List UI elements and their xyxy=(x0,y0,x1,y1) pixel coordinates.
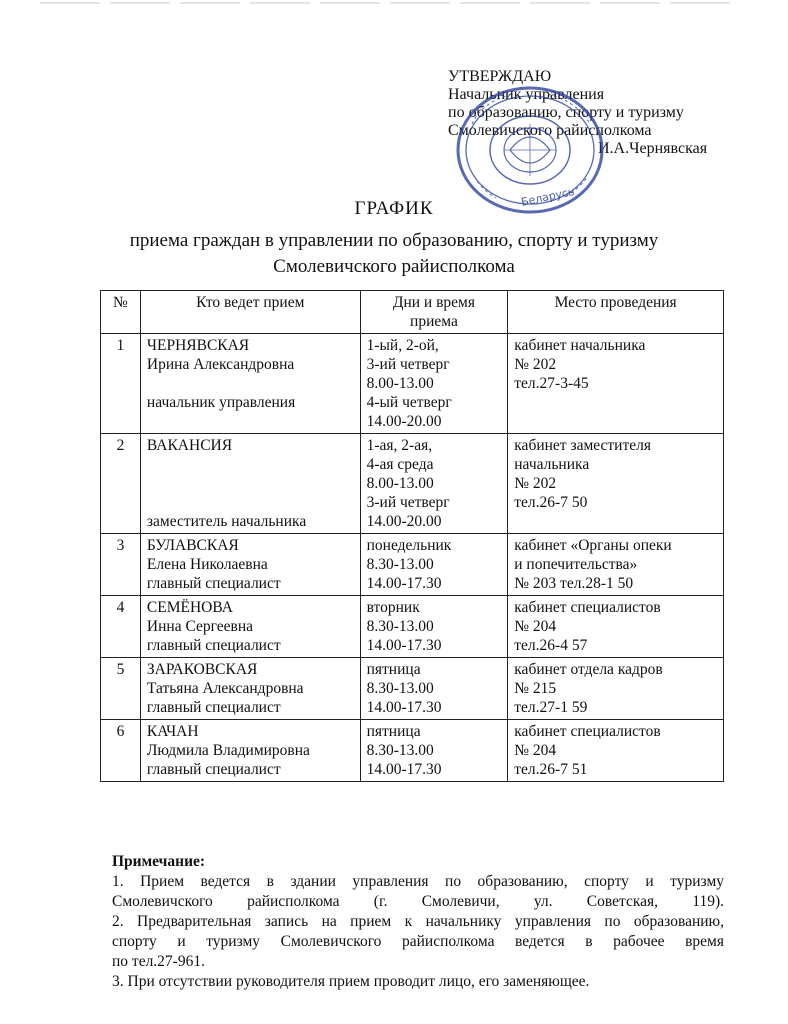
person-position: главный специалист xyxy=(146,761,281,778)
place-line: № 204 xyxy=(514,742,557,759)
note-1-line2: Смолевичского райисполкома (г. Смолевичи, ул. Советская, 119). xyxy=(112,893,724,910)
row-when xyxy=(360,434,508,534)
row-where xyxy=(508,434,724,534)
header-who: Кто ведет прием xyxy=(140,291,360,334)
schedule-line: 8.30-13.00 xyxy=(366,742,434,759)
approval-position-line2: по образованию, спорту и туризму xyxy=(448,104,684,121)
row-when xyxy=(360,534,508,596)
reception-schedule-table xyxy=(100,290,724,782)
schedule-line: 8.00-13.00 xyxy=(366,375,434,392)
place-line: № 215 xyxy=(514,680,557,697)
schedule-line: понедельник xyxy=(366,537,452,554)
header-number: № xyxy=(101,291,141,334)
document-subtitle-line2: Смолевичского райисполкома xyxy=(273,256,515,277)
place-line: кабинет «Органы опеки xyxy=(514,537,672,554)
schedule-line: 8.30-13.00 xyxy=(366,680,434,697)
schedule-line: 8.30-13.00 xyxy=(366,556,434,573)
row-number: 1 xyxy=(101,334,141,434)
schedule-line: 4-ый четверг xyxy=(366,394,452,411)
person-surname: ЗАРАКОВСКАЯ xyxy=(146,661,258,678)
top-scan-edge xyxy=(40,2,740,4)
place-line: тел.26-7 51 xyxy=(514,761,588,778)
place-line: тел.27-1 59 xyxy=(514,699,588,716)
row-who xyxy=(140,434,360,534)
document-title: ГРАФИК xyxy=(354,198,434,219)
note-2-line2: спорту и туризму Смолевичского райисполкома ведется в рабочее время xyxy=(112,933,724,950)
note-3: 3. При отсутствии руководителя прием проводит лицо, его заменяющее. xyxy=(112,973,590,990)
person-name: Людмила Владимировна xyxy=(146,742,310,759)
schedule-line: 14.00-17.30 xyxy=(366,699,442,716)
notes-section xyxy=(112,852,724,992)
schedule-line: вторник xyxy=(366,599,420,616)
schedule-line: 8.30-13.00 xyxy=(366,618,434,635)
schedule-line: 1-ый, 2-ой, xyxy=(366,337,439,354)
place-line: кабинет специалистов xyxy=(514,723,661,740)
row-who xyxy=(140,720,360,782)
approval-heading: УТВЕРЖДАЮ xyxy=(448,68,552,85)
approval-position-line1: Начальник управления xyxy=(448,86,605,103)
schedule-line: 14.00-20.00 xyxy=(366,413,442,430)
schedule-line: 3-ий четверг xyxy=(366,356,450,373)
person-position: заместитель начальника xyxy=(146,513,307,530)
place-line: кабинет специалистов xyxy=(514,599,661,616)
place-line: кабинет отдела кадров xyxy=(514,661,663,678)
schedule-line: 14.00-17.30 xyxy=(366,575,442,592)
row-who xyxy=(140,596,360,658)
person-position: главный специалист xyxy=(146,575,281,592)
person-surname: ЧЕРНЯВСКАЯ xyxy=(146,337,250,354)
place-line: № 202 xyxy=(514,475,557,492)
row-who xyxy=(140,658,360,720)
row-number: 4 xyxy=(101,596,141,658)
person-surname: СЕМЁНОВА xyxy=(146,599,233,616)
seal-text: Беларусь xyxy=(519,184,576,209)
table-row xyxy=(101,720,724,782)
note-2-line3: по тел.27-961. xyxy=(112,953,205,970)
schedule-line: 14.00-20.00 xyxy=(366,513,442,530)
schedule-line: 1-ая, 2-ая, xyxy=(366,437,433,454)
document-subtitle-line1: приема граждан в управлении по образованию, спорту и туризму xyxy=(129,230,659,251)
row-who xyxy=(140,334,360,434)
table-row xyxy=(101,658,724,720)
notes-title: Примечание: xyxy=(112,853,206,870)
place-line: тел.27-3-45 xyxy=(514,375,589,392)
person-name: Татьяна Александровна xyxy=(146,680,304,697)
table-row xyxy=(101,334,724,434)
schedule-line: 8.00-13.00 xyxy=(366,475,434,492)
row-where xyxy=(508,720,724,782)
place-line: и попечительства» xyxy=(514,556,638,573)
table-row xyxy=(101,434,724,534)
place-line: начальника xyxy=(514,456,590,473)
header-where: Место проведения xyxy=(508,291,724,334)
row-when xyxy=(360,596,508,658)
row-who xyxy=(140,534,360,596)
schedule-line: 14.00-17.30 xyxy=(366,761,442,778)
row-when xyxy=(360,334,508,434)
person-surname: КАЧАН xyxy=(146,723,199,740)
person-surname: ВАКАНСИЯ xyxy=(146,437,233,454)
schedule-line: 4-ая среда xyxy=(366,456,434,473)
row-where xyxy=(508,334,724,434)
place-line: тел.26-7 50 xyxy=(514,494,588,511)
row-number: 3 xyxy=(101,534,141,596)
place-line: кабинет заместителя xyxy=(514,437,651,454)
person-name: Инна Сергеевна xyxy=(146,618,254,635)
place-line: кабинет начальника xyxy=(514,337,646,354)
row-number: 5 xyxy=(101,658,141,720)
row-when xyxy=(360,658,508,720)
schedule-line: пятница xyxy=(366,723,421,740)
row-where xyxy=(508,596,724,658)
schedule-line: пятница xyxy=(366,661,421,678)
row-where xyxy=(508,534,724,596)
place-line: № 204 xyxy=(514,618,557,635)
person-position: главный специалист xyxy=(146,699,281,716)
note-2-line1: 2. Предварительная запись на прием к начальнику управления по образованию, xyxy=(112,913,724,930)
table-row xyxy=(101,596,724,658)
place-line: № 202 xyxy=(514,356,557,373)
note-1-line1: 1. Прием ведется в здании управления по образованию, спорту и туризму xyxy=(112,873,724,890)
approval-position-line3: Смолевичского райисполкома xyxy=(448,122,652,139)
person-position: начальник управления xyxy=(146,394,296,411)
place-line: № 203 тел.28-1 50 xyxy=(514,575,634,592)
row-when xyxy=(360,720,508,782)
table-row xyxy=(101,534,724,596)
row-number: 6 xyxy=(101,720,141,782)
schedule-line: 14.00-17.30 xyxy=(366,637,442,654)
table-header-row xyxy=(101,291,724,334)
schedule-line: 3-ий четверг xyxy=(366,494,450,511)
row-number: 2 xyxy=(101,434,141,534)
place-line: тел.26-4 57 xyxy=(514,637,588,654)
header-when-line2: приема xyxy=(410,313,458,330)
person-surname: БУЛАВСКАЯ xyxy=(146,537,239,554)
person-name: Елена Николаевна xyxy=(146,556,268,573)
header-when-line1: Дни и время xyxy=(392,294,475,311)
person-name: Ирина Александровна xyxy=(146,356,295,373)
row-where xyxy=(508,658,724,720)
header-when xyxy=(360,291,508,334)
approval-signatory: И.А.Чернявская xyxy=(598,140,708,157)
person-position: главный специалист xyxy=(146,637,281,654)
